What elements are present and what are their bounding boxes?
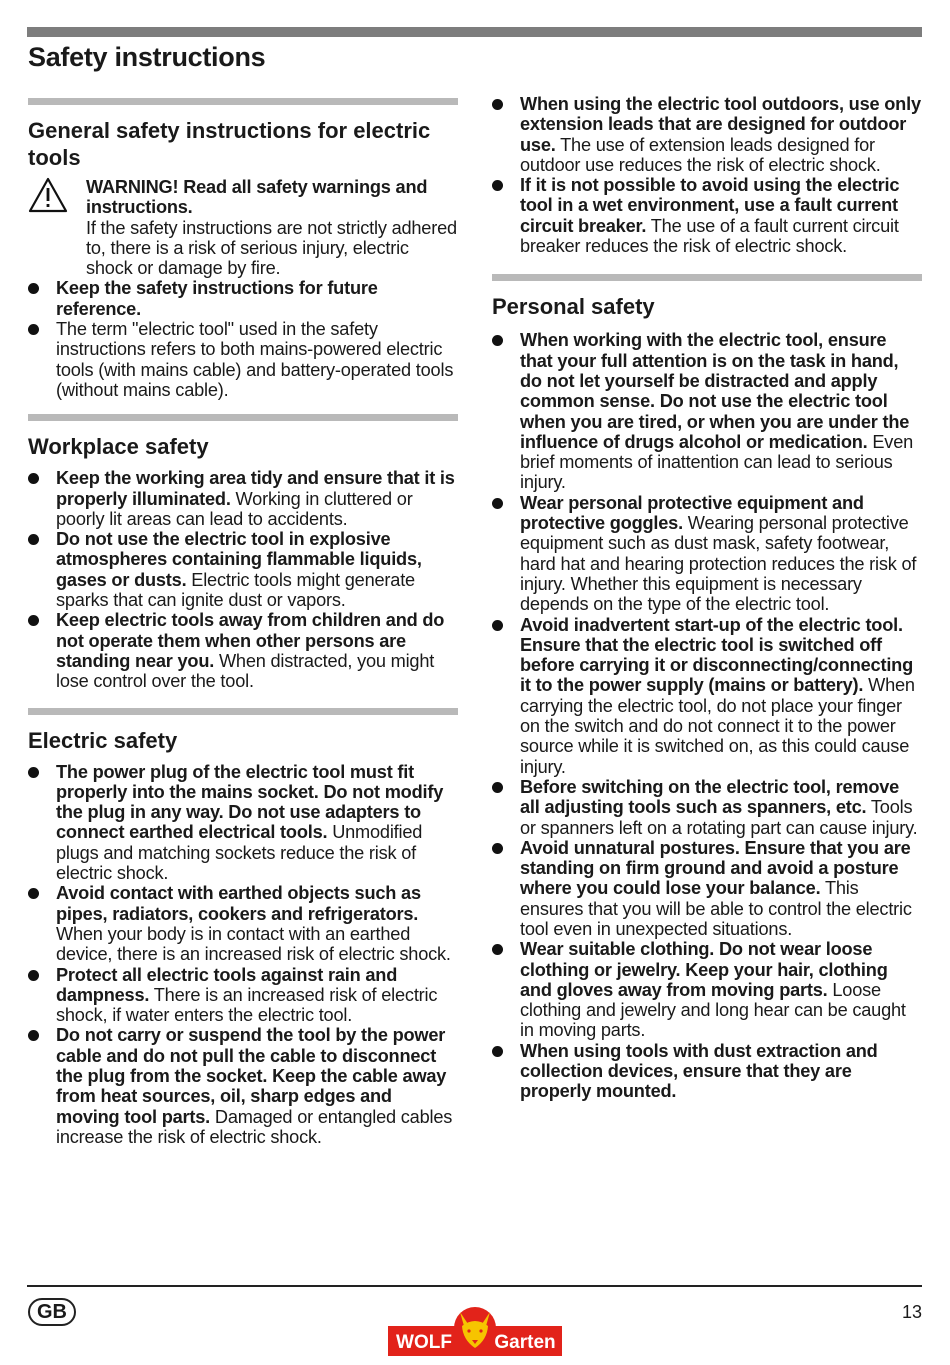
list-item: [492, 175, 922, 256]
left-column: [28, 98, 458, 1147]
item-bold-text: Keep the safety instructions for future reference.: [56, 278, 378, 319]
wolf-garten-logo: [388, 1300, 562, 1358]
logo-text-right: Garten: [494, 1332, 556, 1353]
bullet-icon: [28, 615, 39, 626]
item-text: There is an increased risk of electric shock, if water enters the electric tool.: [56, 984, 438, 1026]
item-bold-text: Keep electric tools away from children and do not operate them when other persons are standing near you.: [56, 610, 445, 671]
item-bold-text: Wear personal protective equipment and protective goggles.: [520, 492, 864, 534]
list-item: [28, 610, 458, 691]
item-bold-text: Avoid unnatural postures. Ensure that you are standing on firm ground and avoid a posture where you could lose your balance.: [520, 837, 911, 899]
section-rule: [28, 98, 458, 105]
warning-triangle-icon: [28, 177, 68, 213]
item-text: The use of extension leads designed for outdoor use reduces the risk of electric shock.: [520, 134, 881, 175]
bullet-icon: [492, 180, 503, 191]
section-general: [28, 98, 458, 400]
list-item: [28, 319, 458, 400]
item-text: Electric tools might generate sparks that can ignite dust or vapors.: [56, 569, 415, 611]
item-text: The term "electric tool" used in the safety instructions refers to both mains-powered electric tools (with mains cable) and battery-operated tools (without mains cable).: [56, 319, 454, 400]
right-column: [492, 94, 922, 1102]
bullet-icon: [492, 335, 503, 346]
item-text: When carrying the electric tool, do not place your finger on the switch and do not connect it to the power source while it is switched on, as this could cause injury.: [520, 675, 915, 777]
item-text: Loose clothing and jewelry and long hear can be caught in moving parts.: [520, 979, 906, 1041]
warning-text: If the safety instructions are not strictly adhered to, there is a risk of serious injury, electric shock or damage by fire.: [86, 217, 457, 279]
list-item: [492, 330, 922, 492]
item-text: When your body is in contact with an earthed device, there is an increased risk of electric shock.: [56, 923, 451, 965]
section-rule: [28, 708, 458, 715]
warning-title: WARNING! Read all safety warnings and instructions.: [86, 177, 428, 218]
section-personal: [492, 274, 922, 1101]
general-list: [28, 278, 458, 400]
list-item: [28, 762, 458, 884]
language-badge: GB: [28, 1298, 76, 1326]
item-bold-text: Avoid contact with earthed objects such as pipes, radiators, cookers and refrigerators.: [56, 883, 421, 924]
list-item: [492, 777, 922, 838]
workplace-list: [28, 468, 458, 691]
bullet-icon: [28, 324, 39, 335]
electric-list: [28, 762, 458, 1148]
section-title-personal: Personal safety: [492, 294, 655, 320]
list-item: [28, 883, 458, 964]
bullet-icon: [28, 1030, 39, 1041]
logo-text-left: WOLF: [396, 1332, 452, 1353]
item-bold-text: When using the electric tool outdoors, use only extension leads that are designed for outdoor use.: [520, 94, 921, 155]
item-bold-text: When using tools with dust extraction and collection devices, ensure that they are properly mounted.: [520, 1040, 878, 1102]
section-electric: [28, 708, 458, 1148]
footer-rule: [27, 1285, 922, 1287]
item-text: Unmodified plugs and matching sockets reduce the risk of electric shock.: [56, 822, 423, 884]
item-bold-text: Protect all electric tools against rain and dampness.: [56, 964, 398, 1005]
section-title-electric: Electric safety: [28, 727, 178, 753]
item-text: Wearing personal protective equipment such as dust mask, safety footwear, hard hat and hearing protection reduces the risk of injury. Whether this equipment is necessary depends on the type of the electric tool.: [520, 513, 917, 615]
item-bold-text: Wear suitable clothing. Do not wear loose clothing or jewelry. Keep your hair, clothing and gloves away from moving parts.: [520, 939, 888, 1000]
list-item: [28, 1025, 458, 1147]
item-text: Working in cluttered or poorly lit areas can lead to accidents.: [56, 488, 413, 529]
page-number: 13: [901, 1302, 922, 1322]
item-bold-text: When working with the electric tool, ensure that your full attention is on the task in hand, do not let yourself be distracted and apply common sense. Do not use the electric tool when you are tired, or when you are under the influence of drugs alcohol or medication.: [520, 330, 910, 452]
item-bold-text: The power plug of the electric tool must fit properly into the mains socket. Do not modify the plug in any way. Do not use adapters to connect earthed electrical tools.: [56, 761, 444, 843]
bullet-icon: [492, 498, 503, 509]
item-bold-text: If it is not possible to avoid using the electric tool in a wet environment, use a fault current circuit breaker.: [520, 175, 900, 236]
section-workplace: [28, 414, 458, 691]
section-title-workplace: Workplace safety: [28, 434, 209, 460]
item-text: Damaged or entangled cables increase the risk of electric shock.: [56, 1106, 453, 1147]
warning-block: [28, 177, 458, 278]
bullet-icon: [28, 970, 39, 981]
list-item: [492, 939, 922, 1040]
bullet-icon: [492, 782, 503, 793]
page-title: Safety instructions: [28, 42, 266, 72]
section-outdoor: [492, 94, 922, 256]
item-bold-text: Do not use the electric tool in explosive atmospheres containing flammable liquids, gases or dusts.: [56, 529, 422, 590]
item-text: Tools or spanners left on a rotating part can cause injury.: [520, 797, 918, 838]
header-rule: [27, 27, 922, 37]
list-item: [492, 1041, 922, 1102]
wolf-head-icon: [454, 1307, 496, 1349]
bullet-icon: [28, 473, 39, 484]
bullet-icon: [492, 620, 503, 631]
section-title-general: General safety instructions for electric tools: [28, 118, 431, 170]
list-item: [28, 278, 458, 319]
bullet-icon: [28, 888, 39, 899]
personal-list: [492, 330, 922, 1101]
item-text: When distracted, you might lose control over the tool.: [56, 650, 435, 692]
list-item: [492, 94, 922, 175]
item-bold-text: Avoid inadvertent start-up of the electric tool. Ensure that the electric tool is switched off before carrying it or disconnecting/connecting it to the power supply (mains or battery).: [520, 614, 914, 696]
item-bold-text: Keep the working area tidy and ensure that it is properly illuminated.: [56, 468, 455, 509]
bullet-icon: [28, 534, 39, 545]
section-rule: [492, 274, 922, 281]
section-rule: [28, 414, 458, 421]
bullet-icon: [28, 767, 39, 778]
list-item: [492, 838, 922, 939]
bullet-icon: [492, 944, 503, 955]
item-bold-text: Do not carry or suspend the tool by the power cable and do not pull the cable to disconnect the plug from the socket. Keep the cable away from heat sources, oil, sharp edges and moving tool parts.: [56, 1025, 447, 1127]
list-item: [28, 468, 458, 529]
bullet-icon: [28, 283, 39, 294]
bullet-icon: [492, 99, 503, 110]
list-item: [492, 615, 922, 777]
item-text: Even brief moments of inattention can lead to serious injury.: [520, 431, 914, 493]
bullet-icon: [492, 1046, 503, 1057]
list-item: [28, 529, 458, 610]
list-item: [492, 493, 922, 615]
list-item: [28, 965, 458, 1026]
item-text: The use of a fault current circuit breaker reduces the risk of electric shock.: [520, 215, 899, 257]
item-text: This ensures that you will be able to control the electric tool even in unexpected situations.: [520, 878, 912, 939]
item-bold-text: Before switching on the electric tool, remove all adjusting tools such as spanners, etc.: [520, 776, 900, 818]
bullet-icon: [492, 843, 503, 854]
outdoor-list: [492, 94, 922, 256]
